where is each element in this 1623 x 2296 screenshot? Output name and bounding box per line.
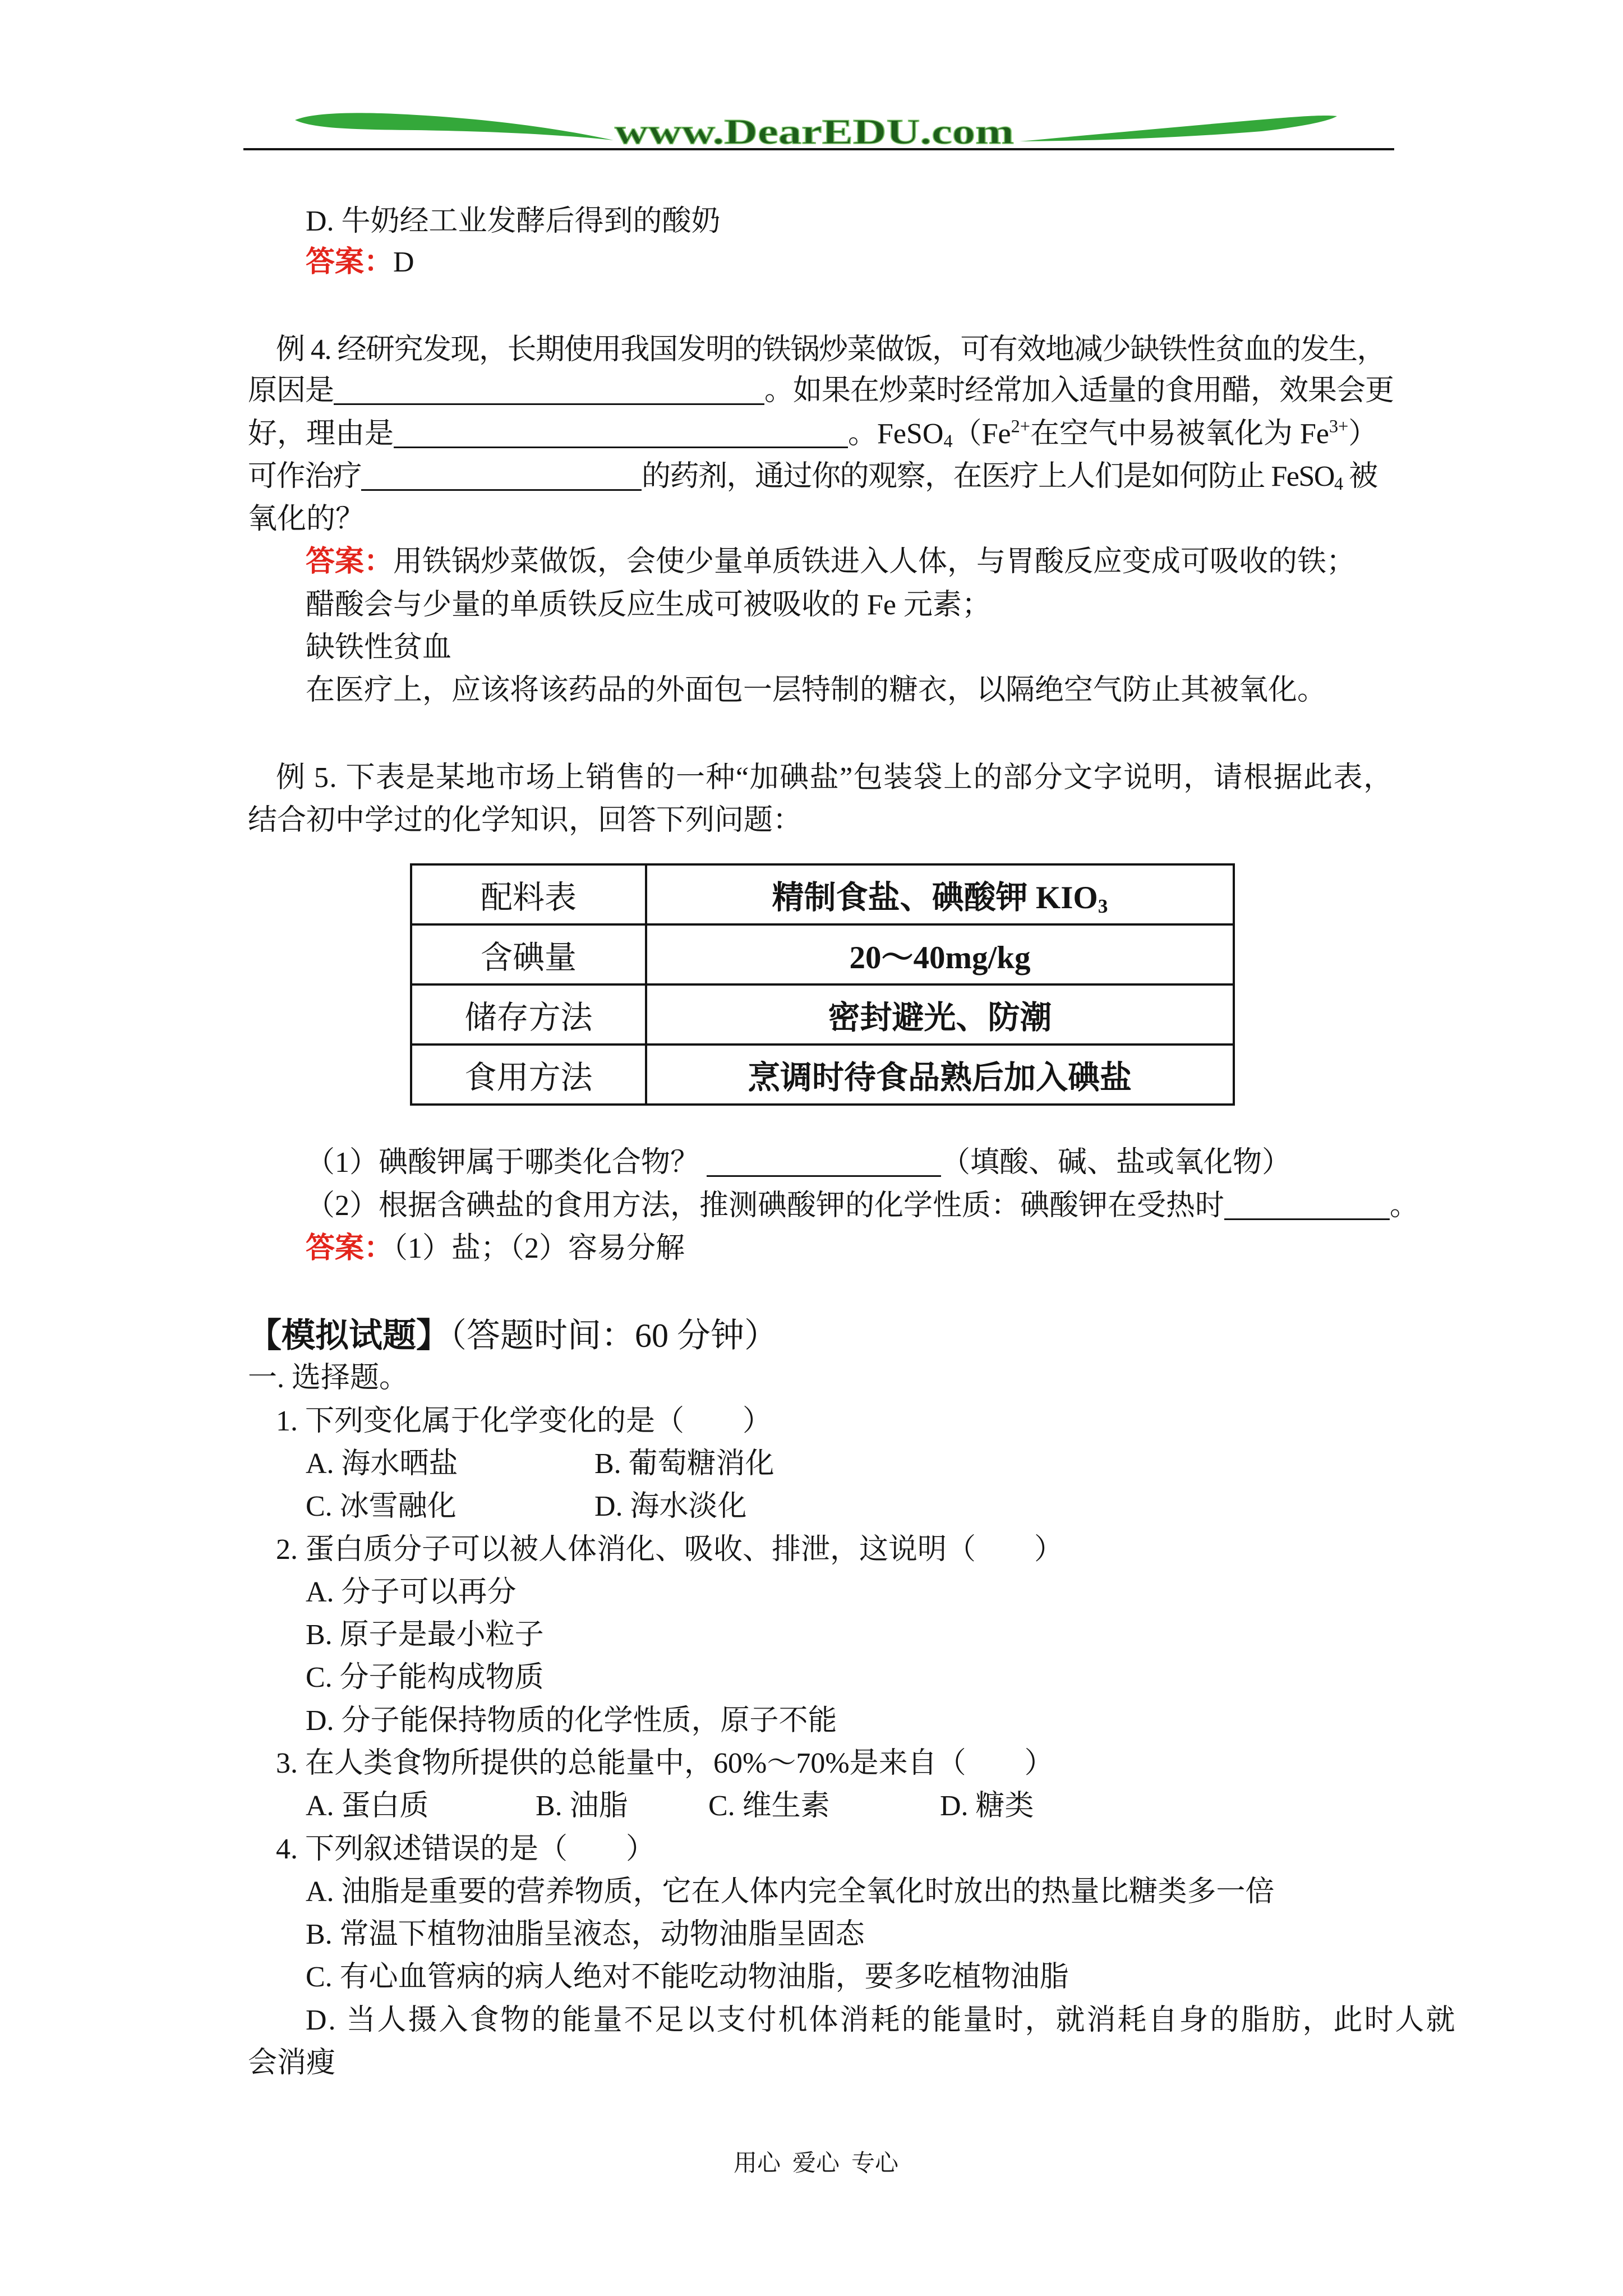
- question-1-option-b: B. 葡萄糖消化: [594, 1448, 774, 1480]
- example4-line2: [248, 370, 1394, 412]
- ion-charge-superscript: 3+: [1329, 416, 1349, 436]
- cell-text: 精制食盐、碘酸钾 KIO: [772, 880, 1098, 915]
- line-text: 在空气中易被氧化为 Fe: [1030, 418, 1329, 450]
- logo-text: www.DearEDU.com: [615, 112, 1014, 151]
- question-3-option-a: A. 蛋白质: [306, 1790, 429, 1822]
- fill-blank: [361, 467, 642, 491]
- line-text: 。FeSO: [848, 418, 944, 450]
- example4-line5: 氧化的？: [248, 503, 365, 535]
- table-cell-label: 储存方法: [411, 984, 646, 1045]
- table-cell-label: 食用方法: [411, 1045, 646, 1105]
- question-4-stem: 4. 下列叙述错误的是（ ）: [276, 1833, 656, 1865]
- line-text: （2）根据含碘盐的食用方法，推测碘酸钾的化学性质：碘酸钾在受热时: [306, 1190, 1225, 1222]
- line-text: 的药剂，通过你的观察，在医疗上人们是如何防止 FeSO: [642, 461, 1334, 493]
- prev-question-option-d: D. 牛奶经工业发酵后得到的酸奶: [306, 205, 721, 237]
- formula-subscript: 4: [1334, 473, 1343, 494]
- example4-answer-line4: 在医疗上，应该将该药品的外面包一层特制的糖衣，以隔绝空气防止其被氧化。: [306, 674, 1327, 706]
- table-row: [411, 864, 1234, 924]
- line-text: 。如果在炒菜时经常加入适量的食用醋，效果会更: [764, 375, 1394, 407]
- question-4-option-c: C. 有心血管病的病人绝对不能吃动物油脂，要多吃植物油脂: [306, 1961, 1069, 1993]
- question-2-option-c: C. 分子能构成物质: [306, 1662, 544, 1694]
- table-cell-value: 20～40mg/kg: [646, 924, 1234, 984]
- ion-charge-superscript: 2+: [1011, 416, 1030, 436]
- prev-question-answer: [306, 241, 414, 284]
- iodized-salt-label-table: [410, 863, 1235, 1106]
- answer-text: 用铁锅炒菜做饭，会使少量单质铁进入人体，与胃酸反应变成可吸收的铁；: [393, 546, 1356, 578]
- line-text: 原因是: [248, 375, 334, 407]
- question-2-stem: 2. 蛋白质分子可以被人体消化、吸收、排泄，这说明（ ）: [276, 1534, 1064, 1566]
- example5-line1: 例 5. 下表是某地市场上销售的一种“加碘盐”包装袋上的部分文字说明，请根据此表，: [276, 762, 1394, 794]
- fill-blank: [1224, 1196, 1390, 1220]
- question-3-stem: 3. 在人类食物所提供的总能量中，60%～70%是来自（ ）: [276, 1747, 1054, 1779]
- example5-question2: [306, 1185, 1419, 1227]
- question-2-option-d: D. 分子能保持物质的化学性质，原子不能: [306, 1705, 837, 1737]
- table-cell-label: 配料表: [411, 864, 646, 924]
- table-cell-label: 含碘量: [411, 924, 646, 984]
- question-2-option-b: B. 原子是最小粒子: [306, 1619, 544, 1651]
- question-4-option-d-continued: 会消瘦: [248, 2047, 336, 2079]
- example4-answer-line2: 醋酸会与少量的单质铁反应生成可被吸收的 Fe 元素；: [306, 589, 992, 621]
- example4-line1: 例 4. 经研究发现，长期使用我国发明的铁锅炒菜做饭，可有效地减少缺铁性贫血的发生，: [276, 334, 1386, 366]
- line-text: 被: [1342, 461, 1377, 493]
- example4-answer-line1: [306, 541, 1355, 583]
- question-4-option-a: A. 油脂是重要的营养物质，它在人体内完全氧化时放出的热量比糖类多一倍: [306, 1876, 1275, 1908]
- answer-text: D: [393, 246, 414, 278]
- question-2-option-a: A. 分子可以再分: [306, 1576, 517, 1608]
- question-3-option-c: C. 维生素: [708, 1790, 830, 1822]
- line-text: 好，理由是: [248, 418, 394, 450]
- line-text: （Fe: [952, 418, 1011, 450]
- section-heading: 一. 选择题。: [248, 1362, 409, 1394]
- header-logo: [0, 0, 1623, 163]
- line-text: 。: [1390, 1190, 1419, 1222]
- table-cell-value: 烹调时待食品熟后加入碘盐: [646, 1045, 1234, 1105]
- answer-text: （1）盐；（2）容易分解: [393, 1232, 685, 1264]
- question-1-option-d: D. 海水淡化: [594, 1490, 747, 1522]
- answer-label: 答案：: [306, 246, 394, 278]
- page-footer: 用心 爱心 专心: [733, 2151, 898, 2177]
- mock-test-heading: [248, 1314, 778, 1357]
- table-cell-value: 密封避光、防潮: [646, 984, 1234, 1045]
- question-4-option-b: B. 常温下植物油脂呈液态，动物油脂呈固态: [306, 1918, 865, 1950]
- example5-answer: [306, 1227, 685, 1270]
- example5-question1: [306, 1142, 1291, 1184]
- table-row: [411, 1045, 1234, 1105]
- question-1-option-a: A. 海水晒盐: [306, 1448, 458, 1480]
- example4-line3: [248, 413, 1377, 455]
- question-1-option-c: C. 冰雪融化: [306, 1490, 457, 1522]
- question-4-option-d: D. 当人摄入食物的能量不足以支付机体消耗的能量时，就消耗自身的脂肪，此时人就: [306, 2004, 1457, 2036]
- question-3-option-b: B. 油脂: [536, 1790, 628, 1822]
- table-row: [411, 924, 1234, 984]
- fill-blank: [707, 1153, 941, 1177]
- formula-subscript: 4: [943, 431, 953, 452]
- line-text: （1）碘酸钾属于哪类化合物？: [306, 1147, 707, 1179]
- fill-blank: [334, 381, 764, 405]
- logo-left-swoosh: [295, 113, 614, 140]
- table-row: [411, 984, 1234, 1045]
- mock-test-time-note: （答题时间：60 分钟）: [450, 1317, 778, 1354]
- fill-blank: [394, 424, 848, 448]
- line-text: （填酸、碱、盐或氧化物）: [941, 1147, 1292, 1179]
- logo-right-swoosh: [1020, 116, 1337, 141]
- table-cell-value: [646, 864, 1234, 924]
- question-3-option-d: D. 糖类: [940, 1790, 1034, 1822]
- question-1-stem: 1. 下列变化属于化学变化的是（ ）: [276, 1405, 772, 1437]
- line-text: ）: [1348, 418, 1378, 450]
- answer-label: 答案：: [306, 546, 394, 578]
- line-text: 可作治疗: [248, 461, 362, 493]
- example4-line4: [248, 455, 1377, 498]
- answer-label: 答案：: [306, 1232, 394, 1264]
- example4-answer-line3: 缺铁性贫血: [306, 632, 452, 664]
- formula-subscript: 3: [1098, 895, 1108, 917]
- example5-line2: 结合初中学过的化学知识，回答下列问题：: [248, 804, 803, 836]
- mock-test-title: 【模拟试题】: [248, 1317, 450, 1354]
